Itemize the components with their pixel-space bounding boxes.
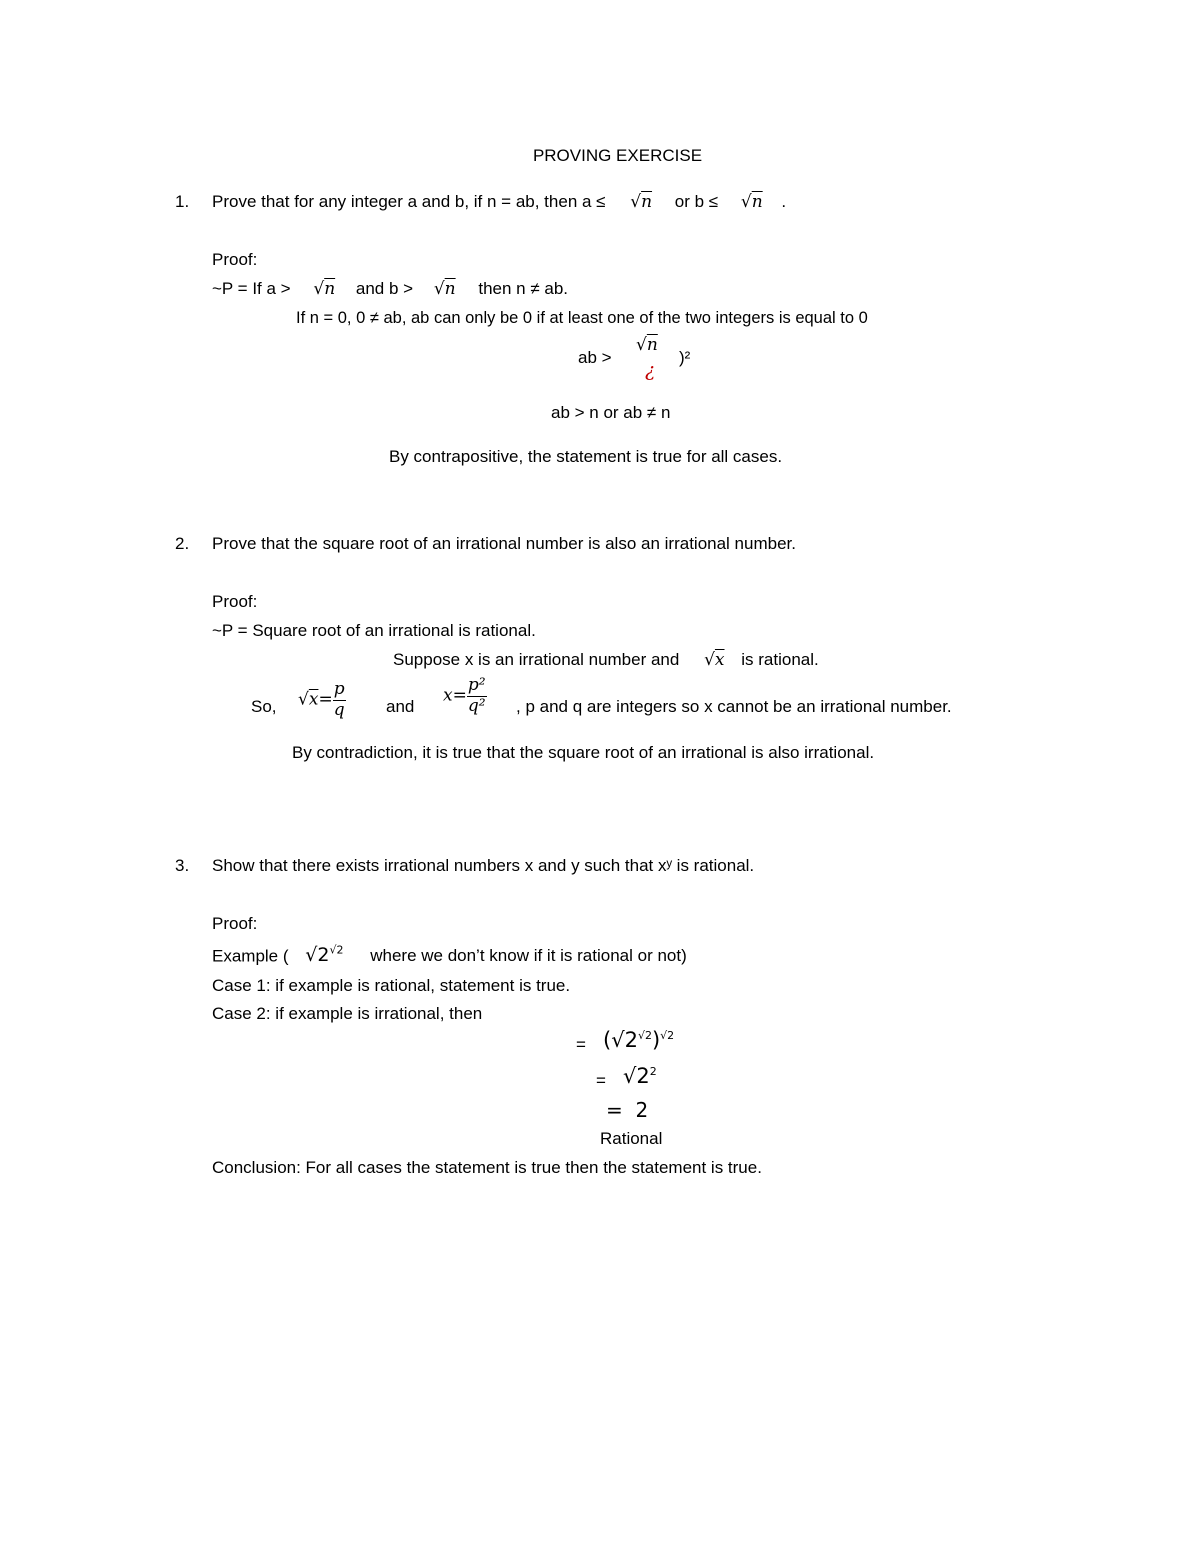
q2-suppose-part-a: Suppose x is an irrational number and [393, 650, 680, 669]
q1-negation-part-c: then n ≠ ab. [478, 279, 569, 298]
q2-suppose-part-b: is rational. [741, 650, 819, 669]
q1-ineq-2: ab > n or ab ≠ n [551, 403, 671, 422]
q1-proof-label: Proof: [212, 250, 258, 269]
q3-step-3: = 2 [606, 1098, 649, 1122]
q1-sqrt-n-2: √n [740, 192, 763, 212]
q2-eq1-fraction [333, 680, 346, 720]
q2-eq2-numerator: p² [467, 675, 486, 695]
q1-statement [212, 193, 786, 211]
q1-ineq-glyph: ¿ [645, 359, 656, 381]
q3-example-part-a: Example ( [212, 946, 289, 966]
q1-ineq-sqrt-n: √n [636, 335, 658, 355]
q2-eq2-fraction [467, 676, 487, 716]
q2-eq1-denominator: q [333, 699, 345, 720]
q2-and-label: and [386, 697, 415, 716]
q2-tail: , p and q are integers so x cannot be an irrational number. [516, 697, 952, 716]
q3-number: 3. [175, 856, 190, 875]
q1-ineq-rhs: )² [679, 348, 691, 367]
q2-equation-2 [443, 676, 487, 716]
q2-statement: Prove that the square root of an irrational number is also an irrational number. [212, 534, 796, 553]
q1-negation-part-a: ~P = If a > [212, 279, 291, 298]
q3-rational-label: Rational [600, 1129, 663, 1148]
q2-so-label: So, [251, 697, 277, 716]
page-title: PROVING EXERCISE [532, 146, 703, 165]
q1-negation-part-b: and b > [355, 279, 414, 298]
q3-statement: Show that there exists irrational numbers x and y such that xʸ is rational. [212, 856, 755, 875]
q1-statement-part-b: or b ≤ [674, 192, 719, 211]
q3-step-2-equals: = [596, 1071, 606, 1090]
q3-example [212, 945, 687, 965]
q3-example-expression: $√2^{√2}$ [305, 944, 344, 967]
q2-equation-1 [298, 680, 346, 720]
q3-example-part-b: where we don’t know if it is rational or not) [370, 946, 687, 966]
q1-sqrt-n-1: √n [630, 192, 653, 212]
q1-statement-part-a: Prove that for any integer a and b, if n = ab, then a ≤ [212, 192, 606, 211]
q1-ineq-lhs: ab > [578, 348, 612, 367]
q3-step-2-expression: $√2^2$ [623, 1064, 657, 1088]
q3-proof-label: Proof: [212, 914, 258, 933]
q3-step-1-expression: $(√2^{√2})^{√2}$ [603, 1028, 675, 1052]
q2-suppose [393, 651, 819, 669]
q1-negation-sqrt-1: √n [313, 279, 336, 299]
q2-number: 2. [175, 534, 190, 553]
q2-eq2-denominator: q² [467, 695, 486, 716]
q2-eq1-numerator: p [333, 679, 345, 699]
q3-conclusion: Conclusion: For all cases the statement is true then the statement is true. [212, 1158, 762, 1177]
q2-eq2-lhs: x= [443, 685, 467, 706]
q2-proof-label: Proof: [212, 592, 258, 611]
q1-zero-case: If n = 0, 0 ≠ ab, ab can only be 0 if at least one of the two integers is equal to 0 [296, 309, 868, 327]
q1-conclusion: By contrapositive, the statement is true for all cases. [389, 447, 783, 466]
q1-number: 1. [175, 192, 190, 211]
q3-case-2: Case 2: if example is irrational, then [212, 1004, 483, 1023]
q3-step-1-equals: = [576, 1035, 586, 1054]
q1-statement-end: . [781, 192, 787, 211]
q2-suppose-sqrt-x: √x [704, 650, 725, 670]
q1-negation-sqrt-2: √n [433, 279, 456, 299]
q2-conclusion: By contradiction, it is true that the square root of an irrational is also irrational. [292, 743, 875, 762]
q2-negation: ~P = Square root of an irrational is rational. [212, 621, 536, 640]
q3-case-1: Case 1: if example is rational, statement is true. [212, 976, 571, 995]
q2-eq1-lhs: √x= [298, 689, 333, 710]
q1-negation [212, 280, 568, 298]
